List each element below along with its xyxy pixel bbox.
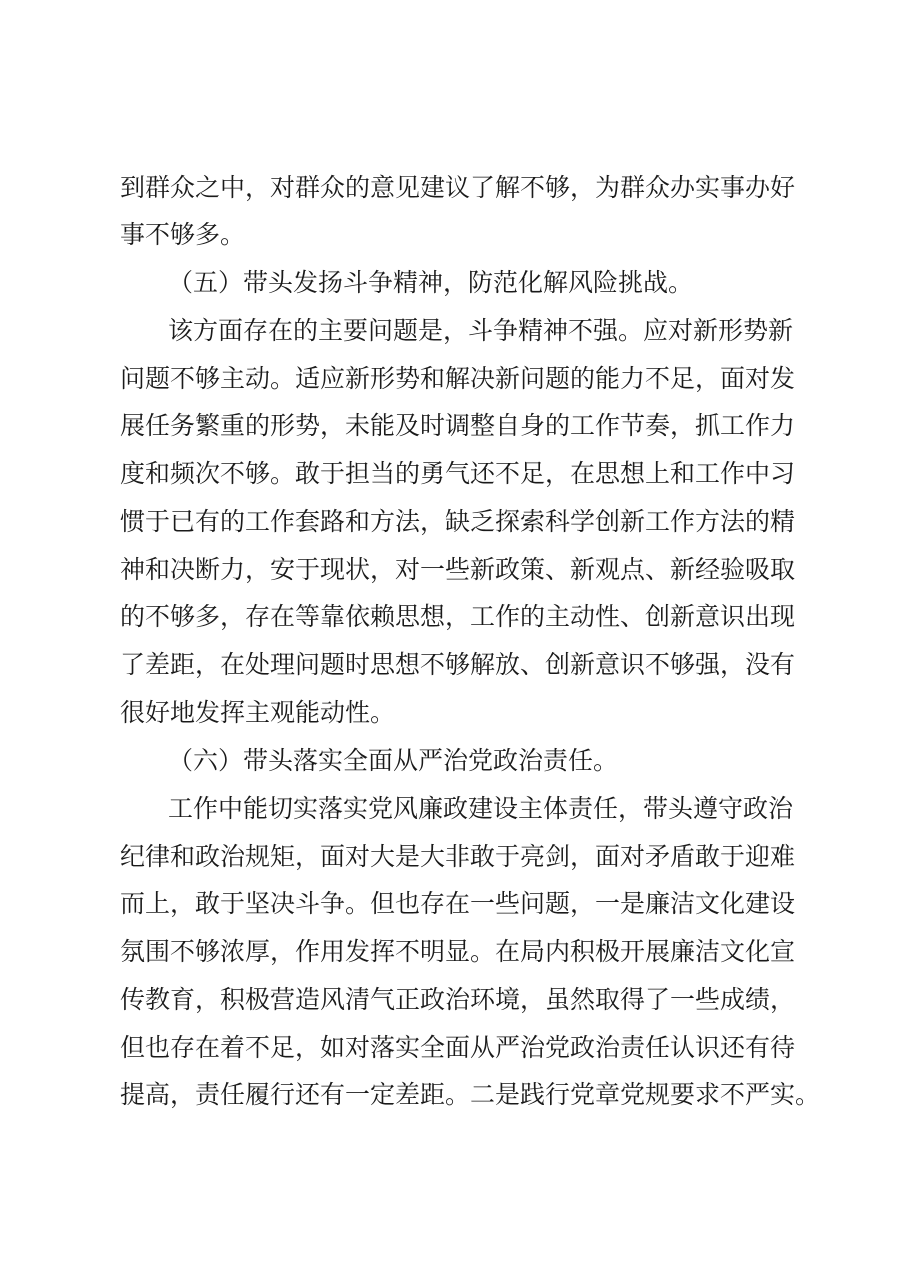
paragraph-line: 很好地发挥主观能动性。 xyxy=(120,698,396,727)
paragraph-line: 工作中能切实落实党风廉政建设主体责任，带头遵守政治 xyxy=(168,794,794,823)
paragraph-line: 神和决断力，安于现状，对一些新政策、新观点、新经验吸取 xyxy=(120,555,796,584)
paragraph-line: 但也存在着不足，如对落实全面从严治党政治责任认识还有待 xyxy=(120,1033,796,1062)
section-heading: （五）带头发扬斗争精神，防范化解风险挑战。 xyxy=(168,268,694,297)
paragraph-line: 展任务繁重的形势，未能及时调整自身的工作节奏，抓工作力 xyxy=(120,411,796,440)
paragraph-line: 了差距，在处理问题时思想不够解放、创新意识不够强，没有 xyxy=(120,650,796,679)
paragraph-line: 而上，敢于坚决斗争。但也存在一些问题，一是廉洁文化建设 xyxy=(120,889,796,918)
paragraph-line: 纪律和政治规矩，面对大是大非敢于亮剑，面对矛盾敢于迎难 xyxy=(120,842,796,871)
paragraph-line: 氛围不够浓厚，作用发挥不明显。在局内积极开展廉洁文化宣 xyxy=(120,937,796,966)
paragraph-line: 该方面存在的主要问题是，斗争精神不强。应对新形势新 xyxy=(168,316,794,345)
paragraph-line: 惯于已有的工作套路和方法，缺乏探索科学创新工作方法的精 xyxy=(120,507,796,536)
paragraph-line: 传教育，积极营造风清气正政治环境，虽然取得了一些成绩， xyxy=(120,985,796,1014)
paragraph-line: 度和频次不够。敢于担当的勇气还不足，在思想上和工作中习 xyxy=(120,459,796,488)
paragraph-line: 问题不够主动。适应新形势和解决新问题的能力不足，面对发 xyxy=(120,364,796,393)
paragraph-line: 的不够多，存在等靠依赖思想，工作的主动性、创新意识出现 xyxy=(120,602,796,631)
paragraph-line: 到群众之中，对群众的意见建议了解不够，为群众办实事办好 xyxy=(120,173,796,202)
paragraph-line: 提高，责任履行还有一定差距。二是践行党章党规要求不严实。 xyxy=(120,1080,821,1109)
section-heading: （六）带头落实全面从严治党政治责任。 xyxy=(168,746,619,775)
paragraph-line: 事不够多。 xyxy=(120,220,246,249)
